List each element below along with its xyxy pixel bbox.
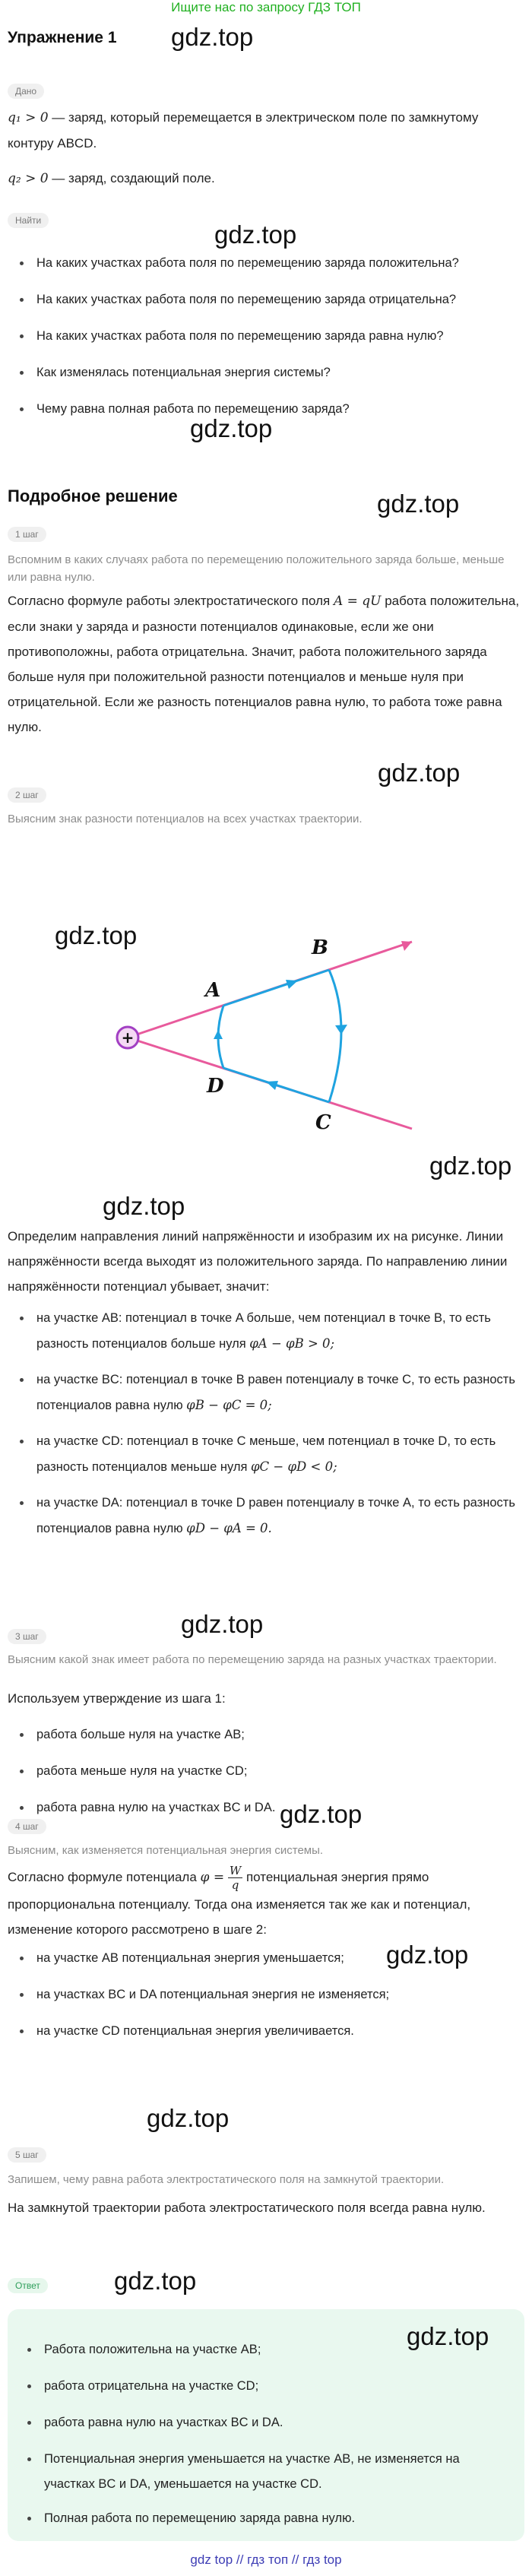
find-item: Как изменялась потенциальная энергия системы? — [8, 360, 524, 397]
page-title: Упражнение 1 — [8, 29, 117, 46]
potential-item — [8, 1491, 524, 1541]
find-item: На каких участках работа поля по перемещению заряда отрицательна? — [8, 287, 524, 324]
step4-text-b: потенциальная энергия прямо пропорциональна потенциалу. Тогда она изменяется так же как и потенциал, изменение которого рассмотрено в шаге 2: — [8, 1869, 471, 1937]
potential-item-math: φC − φD < 0; — [250, 1459, 337, 1474]
watermark: gdz.top — [147, 2104, 230, 2132]
energy-fraction — [228, 1864, 242, 1892]
answer-item: Потенциальная энергия уменьшается на участке AB, не изменяется на участках BC и DA, уменьшается на участке CD. — [15, 2447, 509, 2497]
energy-item: на участках BC и DA потенциальная энергия не изменяется; — [8, 1982, 524, 2019]
watermark: gdz.top — [171, 23, 254, 51]
charge-sign: + — [121, 1028, 135, 1047]
potential-item-text: на участке AB: потенциал в точке A больше, чем потенциал в точке B, то есть разность потенциалов больше нуля — [36, 1311, 491, 1351]
energy-item: на участке CD потенциальная энергия увеличивается. — [8, 2019, 524, 2055]
step1-text — [8, 588, 524, 740]
potential-item — [8, 1367, 524, 1418]
find-item: На каких участках работа поля по перемещению заряда равна нулю? — [8, 324, 524, 360]
step5-text: На замкнутой траектории работа электростатического поля всегда равна нулю. — [8, 2201, 486, 2215]
watermark: gdz.top — [214, 220, 297, 249]
step3-list — [8, 1722, 524, 1832]
field-arrow-upper — [401, 941, 412, 951]
work-sign-item: работа меньше нуля на участке CD; — [8, 1759, 524, 1795]
watermark: gdz.top — [55, 921, 138, 949]
potential-item-text: на участке CD: потенциал в точке C меньше, чем потенциал в точке D, то есть разность потенциалов меньше нуля — [36, 1434, 496, 1474]
q1-formula: q₁ > 0 — [8, 110, 49, 125]
watermark: gdz.top — [378, 759, 461, 787]
work-sign-item: работа больше нуля на участке AB; — [8, 1722, 524, 1759]
step3-badge: 3 шаг — [8, 1629, 46, 1644]
top-banner[interactable]: Ищите нас по запросу ГДЗ ТОП — [171, 0, 361, 14]
footer-links[interactable]: gdz top // гдз топ // гдз top — [190, 2552, 342, 2567]
step2-list — [8, 1306, 524, 1541]
find-badge: Найти — [8, 213, 49, 228]
potential-item-math: φA − φB > 0; — [249, 1336, 335, 1351]
arrow-ab — [286, 980, 298, 989]
work-sign-item: работа равна нулю на участках BC и DA. — [8, 1795, 524, 1832]
label-c: C — [315, 1111, 331, 1134]
step1-hint: Вспомним в каких случаях работа по перемещению положительного заряда больше, меньше или равна нулю. — [8, 553, 505, 584]
watermark: gdz.top — [429, 1152, 512, 1180]
potential-item-math: φB − φC = 0; — [186, 1398, 272, 1412]
watermark: gdz.top — [114, 2267, 197, 2295]
potential-item-text: на участке BC: потенциал в точке B равен потенциалу в точке C, то есть разность потенциалов равна нулю — [36, 1373, 515, 1412]
step1-text-b: работа положительна, если знаки у заряда и разности потенциалов одинаковые, если же они противоположны, работа отрицательна. Значит, работа положительного заряда больше нуля при положительной разности потенциалов и меньше нуля при отрицательной. Если же разность потенциалов равна нулю, то работа тоже равна нулю. — [8, 594, 520, 734]
watermark: gdz.top — [103, 1192, 185, 1220]
potential-item-math: φD − φA = 0. — [186, 1521, 272, 1535]
watermark: gdz.top — [407, 2322, 489, 2350]
watermark: gdz.top — [181, 1610, 264, 1638]
energy-item: на участке AB потенциальная энергия уменьшается; — [8, 1946, 524, 1982]
step5-hint: Запишем, чему равна работа электростатического поля на замкнутой траектории. — [8, 2173, 445, 2186]
step2-hint: Выясним знак разности потенциалов на всех участках траектории. — [8, 813, 363, 825]
segment-bc — [329, 970, 341, 1102]
step5-badge: 5 шаг — [8, 2147, 46, 2163]
step4-hint: Выясним, как изменяется потенциальная энергия системы. — [8, 1844, 324, 1857]
answer-badge: Ответ — [8, 2278, 48, 2293]
watermark: gdz.top — [280, 1800, 363, 1828]
watermark: gdz.top — [377, 490, 460, 518]
find-item: Чему равна полная работа по перемещению заряда? — [8, 397, 524, 433]
answer-item: Работа положительна на участке AB; — [15, 2337, 509, 2374]
label-d: D — [207, 1075, 224, 1098]
given-q1 — [8, 105, 524, 156]
step2-text: Определим направления линий напряжённости и изобразим их на рисунке. Линии напряжённости всегда выходят из положительного заряда. По направлению линии напряжённости потенциал убывает, значит: — [8, 1229, 508, 1294]
fraction-numerator: W — [229, 1864, 242, 1877]
q1-text: — заряд, который перемещается в электрическом поле по замкнутому контуру ABCD. — [8, 110, 479, 151]
given-q2 — [8, 166, 524, 192]
given-badge: Дано — [8, 84, 44, 99]
answer-list — [15, 2337, 509, 2531]
answer-item: работа равна нулю на участках BC и DA. — [15, 2410, 509, 2447]
field-diagram — [99, 924, 433, 1134]
work-formula: A = qU — [333, 594, 382, 609]
watermark: gdz.top — [190, 414, 273, 442]
watermark: gdz.top — [386, 1941, 469, 1969]
step1-badge: 1 шаг — [8, 527, 46, 542]
phi-formula: φ = — [200, 1869, 225, 1885]
q2-text: — заряд, создающий поле. — [48, 171, 215, 185]
potential-item — [8, 1429, 524, 1480]
solution-title: Подробное решение — [8, 486, 178, 505]
potential-item-text: на участке DA: потенциал в точке D равен потенциалу в точке A, то есть разность потенциалов равна нулю — [36, 1496, 515, 1535]
arrow-cd — [266, 1081, 278, 1090]
step2-badge: 2 шаг — [8, 787, 46, 803]
q2-formula: q₂ > 0 — [8, 171, 49, 186]
step4-badge: 4 шаг — [8, 1819, 46, 1834]
answer-item: Полная работа по перемещению заряда равна нулю. — [15, 2506, 509, 2531]
potential-item — [8, 1306, 524, 1357]
step3-text: Используем утверждение из шага 1: — [8, 1691, 226, 1706]
find-item: На каких участках работа поля по перемещению заряда положительна? — [8, 251, 524, 287]
step1-text-a: Согласно формуле работы электростатического поля — [8, 594, 334, 608]
label-a: A — [205, 979, 221, 1002]
step3-hint: Выясним какой знак имеет работа по перемещению заряда на разных участках траектории. — [8, 1653, 497, 1666]
fraction-denominator: q — [231, 1878, 239, 1892]
segment-ab — [223, 970, 329, 1006]
answer-item: работа отрицательна на участке CD; — [15, 2374, 509, 2410]
arrow-da — [214, 1030, 223, 1039]
find-list — [8, 251, 524, 433]
step4-text — [8, 1864, 524, 1942]
label-b: B — [312, 936, 328, 959]
step4-text-a: Согласно формуле потенциала — [8, 1869, 201, 1884]
arrow-bc — [335, 1025, 347, 1035]
